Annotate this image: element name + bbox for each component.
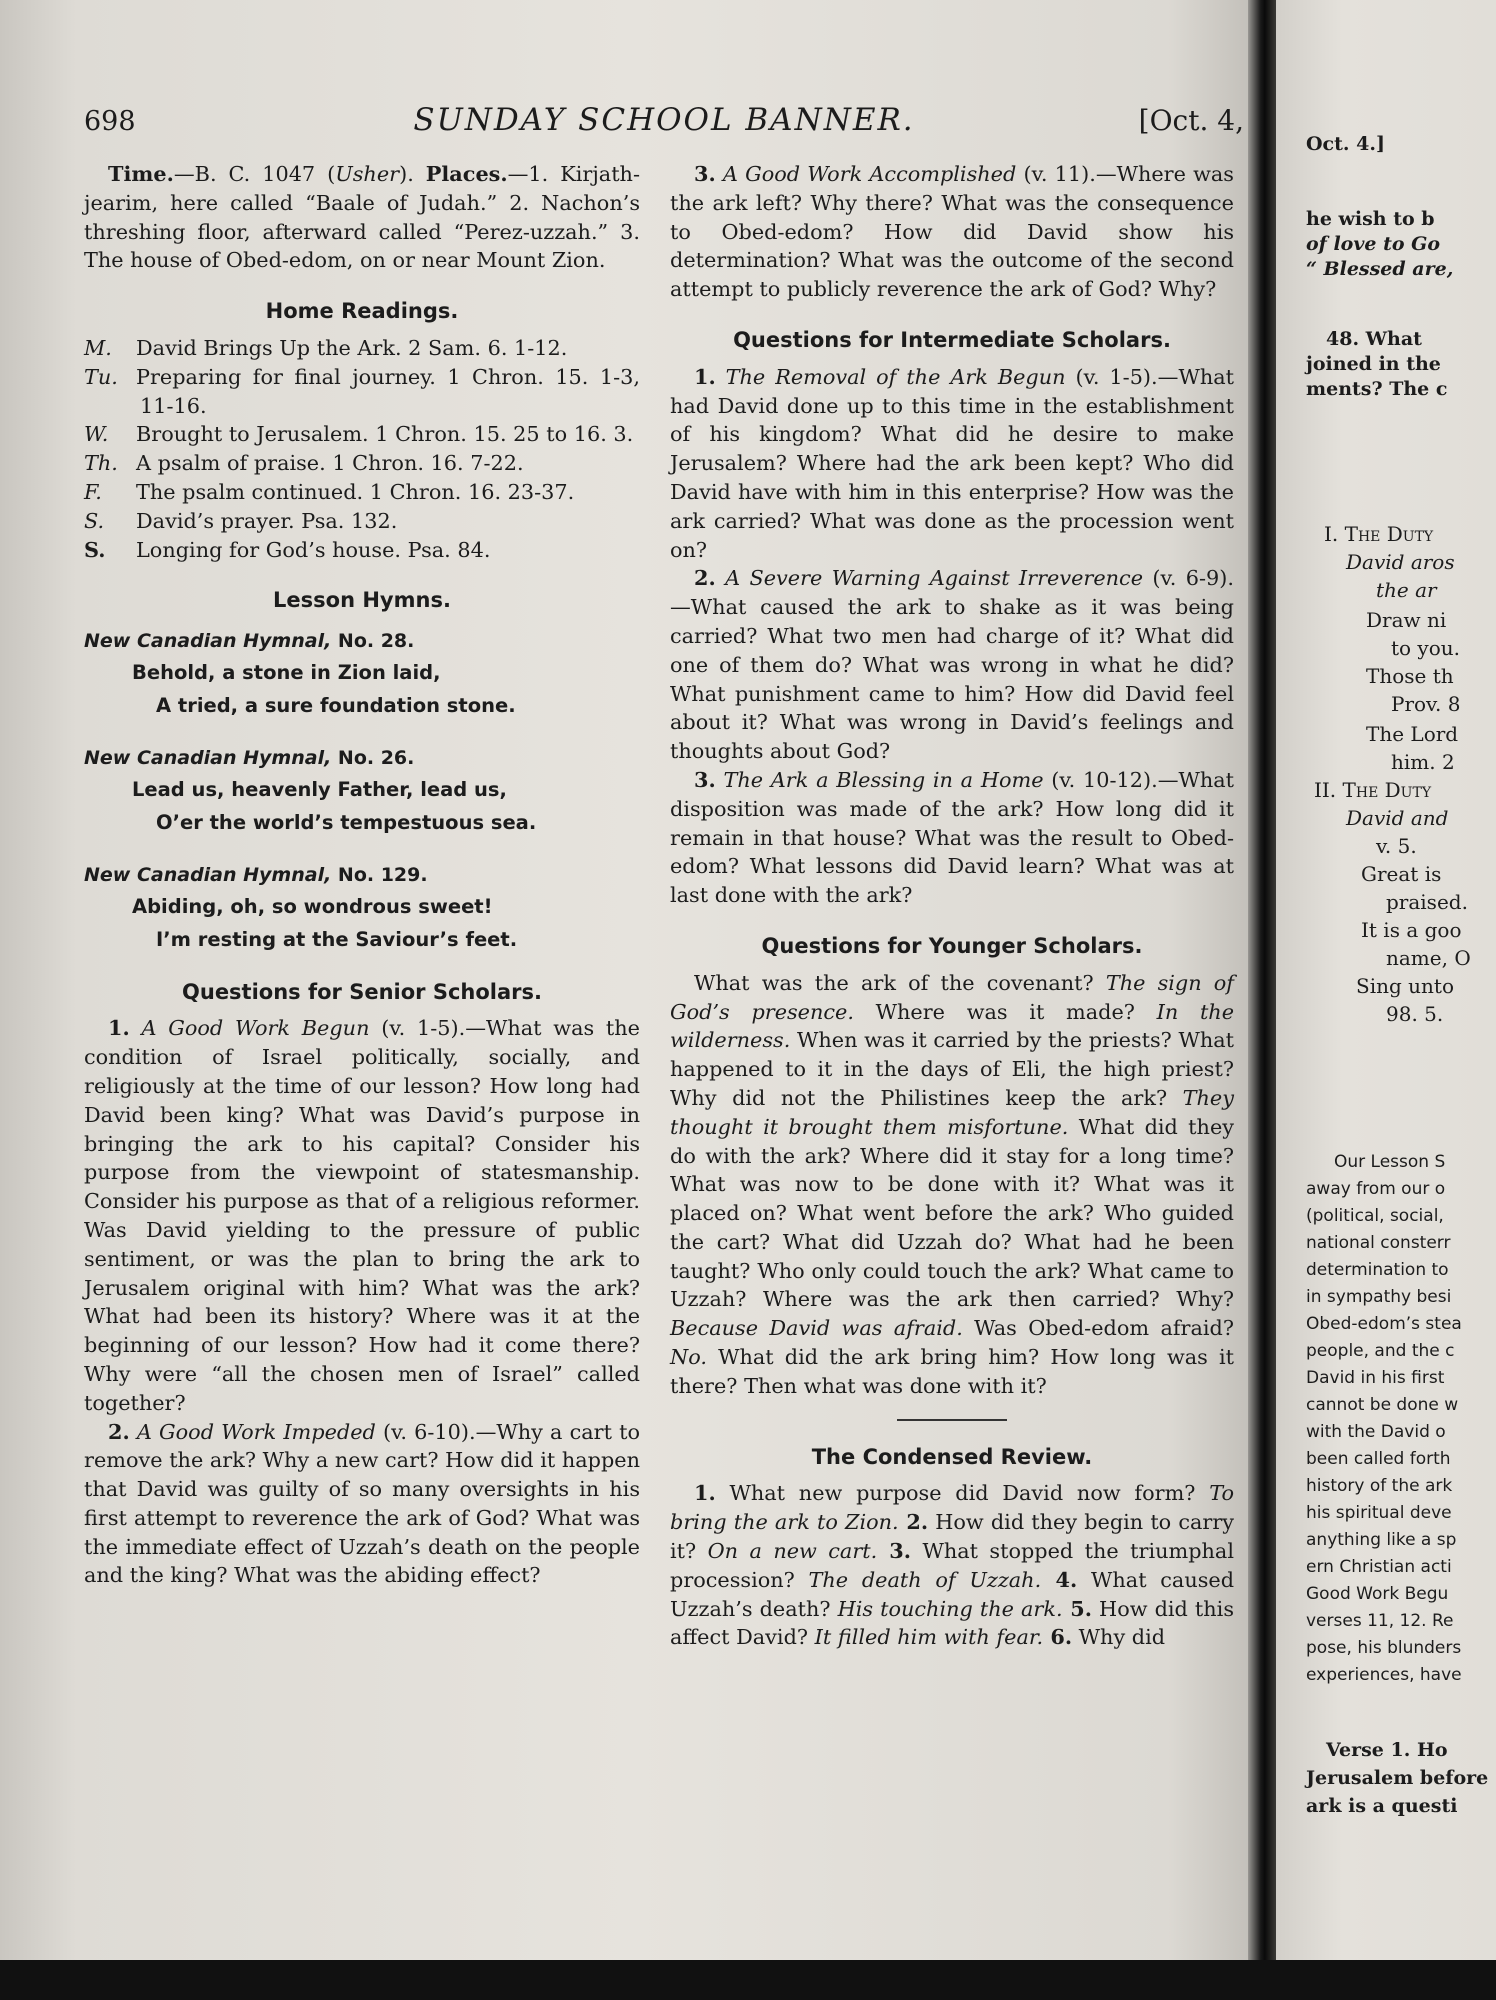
right-page-line: his spiritual deve [1306,1503,1452,1523]
question-text: Where was it made? [853,999,1157,1024]
hymn-number: No. 129. [337,863,428,886]
right-page-line: history of the ark [1306,1476,1453,1496]
right-page-line: anything like a sp [1306,1530,1457,1550]
hymnal-name: New Canadian Hymnal, [84,863,338,886]
places-label: Places. [425,161,508,186]
review-answer: The death of Uzzah. [808,1567,1042,1592]
home-readings-list [84,334,640,564]
right-page-line: praised. [1386,890,1468,914]
time-close: ). [399,162,414,186]
time-places-paragraph [84,160,640,275]
question-ref: (v. 11). [1016,162,1096,186]
question-text: What did they do with the ark? Where did it stay for a long time? What was now to be done with it? What was it placed on? What went before the ark? Who guided the cart? What did Uzzah do? What had he been taught? Who only could touch the ark? What came to Uzzah? Where was the ark then carried? Why? [670,1114,1234,1312]
reading-item [84,478,640,507]
senior-question-3 [670,160,1234,304]
right-page-line: ark is a questi [1306,1795,1458,1817]
left-column [84,160,640,1590]
right-page-line: in sympathy besi [1306,1287,1452,1307]
question-number: 1. [108,1015,130,1041]
question-text: —What disposition was made of the ark? How long did it remain in that house? What was the result to Obed-edom? What lessons did David learn? What was at last done with the ark? [670,767,1235,908]
reading-day: F. [84,479,102,504]
right-page-line: Prov. 8 [1391,692,1461,716]
review-number: 2. [898,1509,929,1535]
middle-column [670,160,1234,1652]
right-page-line: David and [1346,806,1449,830]
question-text: —What was the condition of Israel politically, socially, and religiously at the time of our lesson? How long had David been king? What was David’s purpose in bringing the ark to his capital? Consider his purpose from the viewpoint of statesmanship. Consider his purpose as that of a religious reformer. Was David yielding to the pressure of public sentiment, or was the plan to bring the ark to Jerusalem original with him? What was the ark? What had been its history? Where was it at the beginning of our lesson? How had it come there? Why were “all the chosen men of Israel” called together? [84,1016,640,1415]
section-divider [897,1419,1007,1421]
question-title: The Removal of the Ark Begun [725,364,1066,389]
question-text: Was Obed-edom afraid? [962,1316,1234,1341]
answer-text: The sign of God’s presence. [670,970,1235,1024]
hymn-entry [84,627,640,722]
right-page-line: verses 11, 12. Re [1306,1611,1454,1631]
right-page-line: Those th [1366,664,1454,688]
hymn-source [84,744,640,773]
right-page-line: Sing unto [1356,974,1454,998]
reading-day: Tu. [84,364,118,389]
question-ref: (v. 6-10). [375,1419,476,1444]
right-page-line: Jerusalem before [1306,1767,1489,1789]
senior-question-2 [84,1418,640,1591]
question-number: 2. [694,565,716,591]
question-text: —What had David done up to this time in the establishment of his kingdom? What did he desire to make Jerusalem? Where had the ark been kept? Who did David have with him in this enterprise? How was the ark carried? What was done as the procession went on? [670,364,1234,562]
question-ref: (v. 6-9). [1143,566,1234,591]
reading-day: Th. [84,451,118,476]
hymn-line: Behold, a stone in Zion laid, [132,660,441,684]
review-answer: It filled him with fear. [814,1625,1044,1650]
question-title: A Good Work Begun [141,1016,370,1041]
answer-text: No. [670,1345,707,1370]
time-text: —B. C. 1047 ( [173,162,336,186]
reading-text: Longing for God’s house. Psa. 84. [136,537,491,562]
hymn-line: I’m resting at the Saviour’s feet. [156,927,518,951]
reading-day: S. [84,536,106,562]
question-text: —Why a cart to remove the ark? Why a new cart? How did it happen that David was guilty of so many oversights in his first attempt to reverence the ark of God? What was the immediate effect of Uzzah’s death on the people and the king? What was the abiding effect? [84,1419,640,1588]
right-page-line: national consterr [1306,1233,1451,1253]
reading-item [84,420,640,449]
question-title: The Ark a Blessing in a Home [723,767,1044,792]
hymn-line: O’er the world’s tempestuous sea. [156,810,537,834]
right-page-line: Great is [1361,862,1442,886]
question-text: What was the ark of the covenant? [694,970,1106,995]
reading-item [84,363,640,421]
question-text: What did the ark bring him? How long was it there? Then what was done with it? [670,1345,1234,1398]
reading-day: S. [84,508,105,533]
reading-item [84,507,640,536]
right-page-line: he wish to b [1306,208,1435,230]
intermediate-question-3 [670,766,1234,910]
right-page-line: Verse 1. Ho [1326,1739,1448,1761]
right-page-line: 48. What [1326,328,1422,350]
review-answer: To bring the ark to Zion. [670,1481,1234,1535]
time-usher: Usher [335,162,400,186]
right-page-line: II. The Duty [1314,778,1432,802]
question-title: A Severe Warning Against Irreverence [725,566,1143,591]
condensed-review-heading: The Condensed Review. [811,1444,1093,1469]
right-page-line: The Lord [1366,722,1459,746]
right-page-line: pose, his blunders [1306,1638,1462,1658]
right-page-line: David aros [1346,550,1455,574]
scan-bottom-edge [0,1960,1496,2000]
condensed-review-paragraph [670,1479,1234,1652]
intermediate-question-1 [670,363,1234,565]
right-page-line: name, O [1386,946,1471,970]
review-question: Why did [1072,1625,1166,1650]
places-text: —1. Kirjath-jearim, here called “Baale of Judah.” 2. Nachon’s threshing floor, afterward called “Perez-uzzah.” 3. The house of Obed-edom, on or near Mount Zion. [84,162,640,273]
hymn-entry [84,861,640,956]
right-page-line: Obed-edom’s stea [1306,1314,1462,1334]
question-ref: (v. 1-5). [1065,364,1158,389]
hymnal-name: New Canadian Hymnal, [84,630,338,653]
younger-scholars-paragraph [670,969,1234,1401]
publication-title: SUNDAY SCHOOL BANNER. [413,102,915,138]
question-number: 3. [694,161,716,186]
right-page-line: the ar [1376,578,1437,602]
reading-item [84,449,640,478]
review-number: 6. [1043,1624,1073,1650]
hymn-number: No. 26. [337,746,415,769]
hymn-number: No. 28. [337,630,415,653]
hymnal-name: New Canadian Hymnal, [84,746,338,769]
intermediate-scholars-heading: Questions for Intermediate Scholars. [733,327,1171,352]
home-readings-heading: Home Readings. [265,299,459,324]
right-page-fragment [1276,0,1496,1960]
hymn-line: Abiding, oh, so wondrous sweet! [132,894,493,918]
lesson-hymns-heading: Lesson Hymns. [273,588,451,613]
right-page-line: people, and the c [1306,1341,1455,1361]
hymn-entry [84,744,640,839]
right-page-line: him. 2 [1391,750,1455,774]
review-question: What stopped the triumphal procession? [670,1539,1234,1592]
review-answer: On a new cart. [707,1539,878,1564]
question-text: —What caused the ark to shake as it was being carried? What two men had charge of it? What did one of them do? What was wrong in what he did? What punishment came to him? How did David feel about it? What was wrong in David’s feelings and thoughts about God? [670,595,1234,764]
reading-item [84,536,640,565]
question-ref: (v. 10-12). [1043,767,1158,792]
right-page-line: ern Christian acti [1306,1557,1452,1577]
right-page-line: David in his first [1306,1368,1445,1388]
right-page-line: cannot be done w [1306,1395,1459,1415]
right-page-line: “ Blessed are, [1306,258,1454,280]
right-page-line: v. 5. [1376,834,1417,858]
question-number: 2. [108,1418,130,1444]
header-date: [Oct. 4, [1138,104,1244,137]
younger-scholars-heading: Questions for Younger Scholars. [761,933,1143,958]
review-number: 4. [1041,1566,1078,1592]
page-number: 698 [84,106,136,137]
right-page-line: It is a goo [1361,918,1462,942]
right-page-line: with the David o [1306,1422,1446,1442]
senior-scholars-heading: Questions for Senior Scholars. [182,979,542,1004]
hymn-line: Lead us, heavenly Father, lead us, [132,777,507,801]
right-page-line: I. The Duty [1324,522,1434,546]
question-title: A Good Work Impeded [136,1419,376,1444]
reading-day: W. [84,422,109,447]
reading-text: A psalm of praise. 1 Chron. 16. 7-22. [136,451,524,476]
review-number: 1. [694,1480,716,1506]
review-number: 5. [1062,1595,1092,1621]
intermediate-question-2 [670,564,1234,766]
question-title: A Good Work Accomplished [722,162,1017,186]
review-question: How did they begin to carry it? [670,1510,1235,1564]
reading-text: David’s prayer. Psa. 132. [136,508,398,533]
hymn-line: A tried, a sure foundation stone. [156,693,516,717]
question-number: 3. [694,766,716,792]
question-text: When was it carried by the priests? What happened to it in the days of Eli, the high priest? Why did not the Philistines keep the ark? [670,1028,1234,1110]
review-question: How did this affect David? [670,1596,1235,1650]
right-page-line: ments? The c [1306,378,1448,400]
right-page-line: been called forth [1306,1449,1451,1469]
answer-text: In the wilderness. [670,999,1235,1053]
reading-text: Preparing for final journey. 1 Chron. 15. 1-3, 11-16. [136,364,640,418]
right-page-line: Good Work Begu [1306,1584,1449,1604]
time-label: Time. [108,161,174,186]
book-gutter [1248,0,1276,1960]
running-head [84,102,1244,142]
hymn-list [84,627,640,955]
right-page-line: Our Lesson S [1334,1152,1446,1172]
right-page-line: to you. [1391,636,1461,660]
right-page-line: (political, social, [1306,1206,1444,1226]
review-number: 3. [877,1538,912,1564]
right-page-line: of love to Go [1306,233,1441,255]
answer-text: They thought it brought them misfortune. [670,1085,1234,1139]
right-page-line: joined in the [1306,353,1441,375]
hymn-source [84,861,640,890]
review-question: What caused Uzzah’s death? [670,1567,1235,1621]
question-text: —Where was the ark left? Why there? What was the consequence to Obed-edom? How did David show his determination? What was the outcome of the second attempt to publicly reverence the ark of God? Why? [670,162,1234,302]
review-question: What new purpose did David now form? [715,1481,1210,1506]
review-answer: His touching the ark. [837,1596,1063,1621]
right-page-line: 98. 5. [1386,1002,1444,1026]
right-page-line: determination to [1306,1260,1449,1280]
reading-text: The psalm continued. 1 Chron. 16. 23-37. [136,479,575,504]
question-number: 1. [694,363,716,389]
senior-question-1 [84,1014,640,1417]
reading-text: Brought to Jerusalem. 1 Chron. 15. 25 to 16. 3. [136,422,634,447]
right-page-line: experiences, have [1306,1665,1462,1685]
reading-day: M. [84,335,112,360]
right-page-line: away from our o [1306,1179,1446,1199]
hymn-source [84,627,640,656]
right-page-line: Oct. 4.] [1306,133,1385,155]
reading-text: David Brings Up the Ark. 2 Sam. 6. 1-12. [136,335,568,360]
right-page-line: Draw ni [1366,608,1447,632]
reading-item [84,334,640,363]
question-ref: (v. 1-5). [369,1016,466,1041]
answer-text: Because David was afraid. [670,1316,963,1341]
